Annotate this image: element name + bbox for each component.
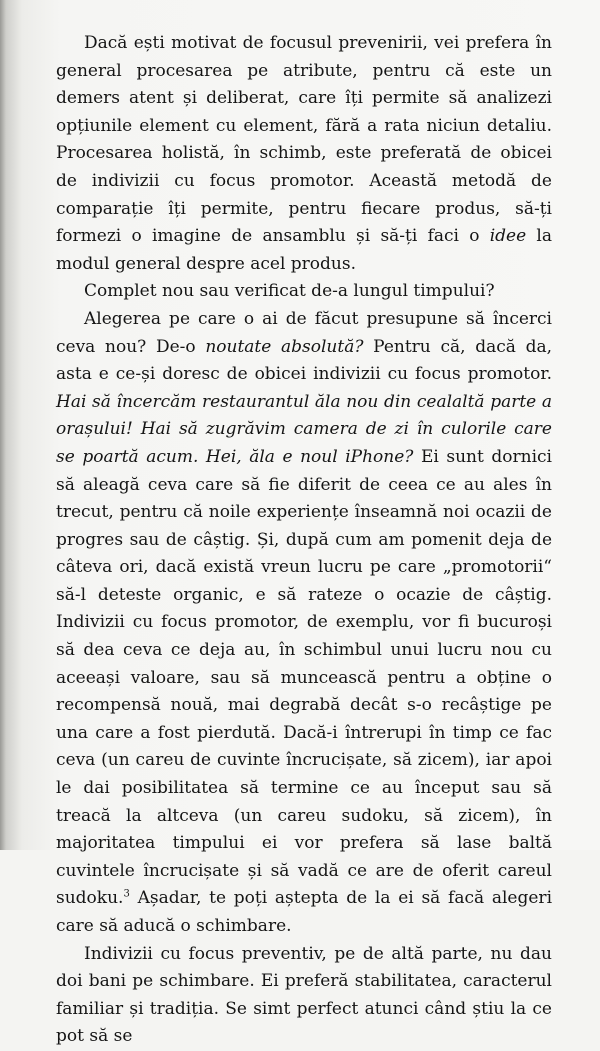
text-segment: Alegerea pe care o ai de făcut presupune să încerci ceva nou? De-o — [56, 308, 552, 357]
italic-segment: idee — [489, 226, 527, 247]
paragraph-3 — [56, 306, 552, 941]
footnote-marker: 3 — [123, 888, 130, 900]
body-text — [56, 30, 552, 1051]
text-segment: Complet nou sau verificat de-a lungul timpului? — [84, 281, 495, 302]
italic-segment: Hai să încercăm restaurantul ăla nou din cealaltă parte a orașului! Hai să zugrăvim camera de zi în culorile care se poartă acum. Hei, ăla e noul iPhone? — [56, 391, 552, 467]
text-segment: la modul general despre acel produs. — [56, 226, 552, 274]
text-segment: Indivizii cu focus preventiv, pe de altă parte, nu dau doi bani pe schimbare. Ei preferă stabilitatea, caracterul familiar și tradiția. Se simt perfect atunci când știu la ce pot să se — [56, 943, 552, 1047]
italic-segment: noutate absolută? — [205, 336, 364, 357]
paragraph-2 — [56, 278, 552, 306]
text-segment: Dacă ești motivat de focusul prevenirii, vei prefera în general procesarea pe atribute, pentru că este un demers atent și deliberat, care îți permite să analizezi opțiunile element cu element, fără a rata niciun detaliu. Procesarea holistă, în schimb, este preferată de obicei de indivizii cu focus promotor. Această metodă de comparație îți permite, pentru fiecare produs, să-ți formezi o imagine de ansamblu și să-ți faci o — [56, 33, 552, 247]
text-segment: Ei sunt dornici să aleagă ceva care să fie diferit de ceea ce au ales în trecut, pentru că noile experiențe înseamnă noi ocazii de progres sau de câștig. Și, după cum am pomenit deja de câteva ori, dacă există vreun lucru pe care „promotorii“ să-l deteste organic, e să rateze o ocazie de câștig. Indivizii cu focus promotor, de exemplu, vor fi bucuroși să dea ceva ce deja au, în schimbul unui lucru nou cu aceeași valoare, sau să muncească pentru a obține o recompensă nouă, mai degrabă decât s-o recâștige pe una care a fost pierdută. Dacă-i întrerupi în timp ce fac ceva (un careu de cuvinte încrucișate, să zicem), iar apoi le dai posibilitatea să termine ce au început sau să treacă la altceva (un careu sudoku, să zicem), în majoritatea timpului ei vor prefera să lase baltă cuvintele încrucișate și să vadă ce are de oferit careul sudoku. — [56, 446, 552, 909]
text-segment: Așadar, te poți aștepta de la ei să facă alegeri care să aducă o schimbare. — [56, 888, 552, 936]
text-segment: Pentru că, dacă da, asta e ce-și doresc de obicei indivizii cu focus promotor. — [56, 336, 552, 385]
paragraph-1 — [56, 30, 552, 278]
paragraph-4 — [56, 941, 552, 1051]
